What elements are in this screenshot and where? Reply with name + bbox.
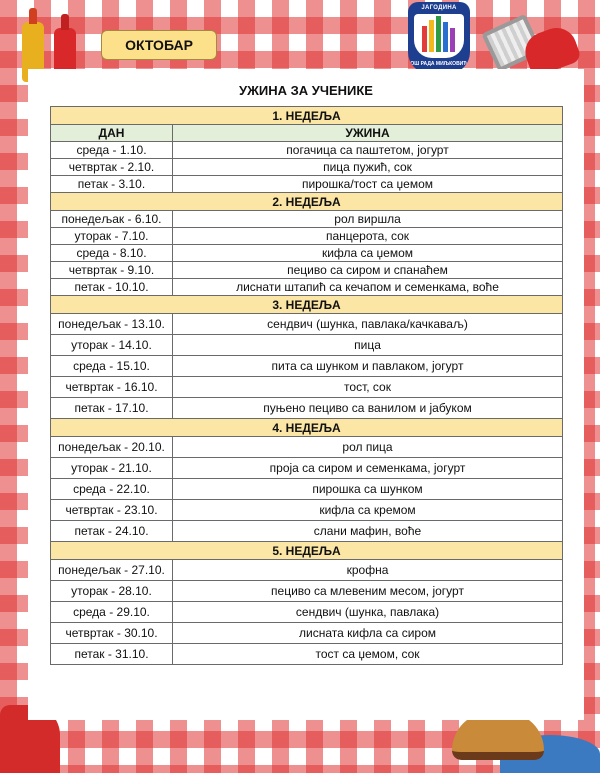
month-label: ОКТОБАР xyxy=(101,30,217,60)
meal-cell: кифла са џемом xyxy=(173,245,563,262)
table-row xyxy=(51,176,563,193)
column-header-row xyxy=(51,125,563,142)
week-header-row xyxy=(51,193,563,211)
meal-cell: рол виршла xyxy=(173,211,563,228)
week-header-row xyxy=(51,542,563,560)
table-row xyxy=(51,479,563,500)
page-title: УЖИНА ЗА УЧЕНИКЕ xyxy=(239,83,373,98)
table-row xyxy=(51,437,563,458)
meal-cell: лиснати штапић са кечапом и семенкама, воће xyxy=(173,279,563,296)
day-cell: среда - 1.10. xyxy=(51,142,173,159)
table-row xyxy=(51,602,563,623)
week-label: 1. НЕДЕЉА xyxy=(51,107,563,125)
meal-cell: лисната кифла са сиром xyxy=(173,623,563,644)
table-row xyxy=(51,623,563,644)
meal-cell: кифла са кремом xyxy=(173,500,563,521)
day-cell: уторак - 7.10. xyxy=(51,228,173,245)
day-cell: петак - 24.10. xyxy=(51,521,173,542)
table-row xyxy=(51,245,563,262)
meal-cell: тост, сок xyxy=(173,377,563,398)
day-cell: петак - 17.10. xyxy=(51,398,173,419)
day-cell: четвртак - 23.10. xyxy=(51,500,173,521)
day-cell: четвртак - 2.10. xyxy=(51,159,173,176)
meal-cell: пуњено пециво са ванилом и јабуком xyxy=(173,398,563,419)
menu-table xyxy=(50,106,563,665)
meal-cell: слани мафин, воће xyxy=(173,521,563,542)
table-row xyxy=(51,356,563,377)
column-header-day: ДАН xyxy=(51,125,173,142)
meal-cell: проја са сиром и семенкама, јогурт xyxy=(173,458,563,479)
day-cell: петак - 10.10. xyxy=(51,279,173,296)
pencils-icon xyxy=(414,14,464,58)
day-cell: понедељак - 6.10. xyxy=(51,211,173,228)
meal-cell: сендвич (шунка, павлака) xyxy=(173,602,563,623)
week-header-row xyxy=(51,296,563,314)
table-row xyxy=(51,398,563,419)
table-row xyxy=(51,500,563,521)
table-row xyxy=(51,521,563,542)
week-header-row xyxy=(51,419,563,437)
table-row xyxy=(51,581,563,602)
table-row xyxy=(51,262,563,279)
meal-cell: пица xyxy=(173,335,563,356)
meal-cell: сендвич (шунка, павлака/качкаваљ) xyxy=(173,314,563,335)
meal-cell: пита са шунком и павлаком, јогурт xyxy=(173,356,563,377)
day-cell: среда - 15.10. xyxy=(51,356,173,377)
meal-cell: погачица са паштетом, јогурт xyxy=(173,142,563,159)
meal-cell: рол пица xyxy=(173,437,563,458)
week-header-row xyxy=(51,107,563,125)
week-label: 3. НЕДЕЉА xyxy=(51,296,563,314)
meal-cell: панцерота, сок xyxy=(173,228,563,245)
table-row xyxy=(51,279,563,296)
day-cell: петак - 31.10. xyxy=(51,644,173,665)
meal-cell: тост са џемом, сок xyxy=(173,644,563,665)
meal-cell: пециво са сиром и спанаћем xyxy=(173,262,563,279)
table-row xyxy=(51,377,563,398)
table-row xyxy=(51,560,563,581)
day-cell: четвртак - 30.10. xyxy=(51,623,173,644)
day-cell: понедељак - 13.10. xyxy=(51,314,173,335)
week-label: 2. НЕДЕЉА xyxy=(51,193,563,211)
table-row xyxy=(51,314,563,335)
meal-cell: пециво са млевеним месом, јогурт xyxy=(173,581,563,602)
table-row xyxy=(51,159,563,176)
meal-cell: пирошка/тост са џемом xyxy=(173,176,563,193)
day-cell: среда - 29.10. xyxy=(51,602,173,623)
meal-cell: крофна xyxy=(173,560,563,581)
day-cell: петак - 3.10. xyxy=(51,176,173,193)
day-cell: четвртак - 9.10. xyxy=(51,262,173,279)
menu-card xyxy=(28,69,584,720)
table-row xyxy=(51,142,563,159)
logo-city-text: ЈАГОДИНА xyxy=(421,5,457,11)
day-cell: уторак - 14.10. xyxy=(51,335,173,356)
day-cell: уторак - 21.10. xyxy=(51,458,173,479)
table-row xyxy=(51,458,563,479)
day-cell: среда - 22.10. xyxy=(51,479,173,500)
meal-cell: пирошка са шунком xyxy=(173,479,563,500)
day-cell: среда - 8.10. xyxy=(51,245,173,262)
meal-cell: пица пужић, сок xyxy=(173,159,563,176)
day-cell: понедељак - 27.10. xyxy=(51,560,173,581)
table-row xyxy=(51,228,563,245)
table-row xyxy=(51,335,563,356)
day-cell: понедељак - 20.10. xyxy=(51,437,173,458)
table-row xyxy=(51,644,563,665)
day-cell: уторак - 28.10. xyxy=(51,581,173,602)
logo-school-text: ОШ РАДА МИЉКОВИЋ xyxy=(410,61,468,67)
week-label: 4. НЕДЕЉА xyxy=(51,419,563,437)
column-header-meal: УЖИНА xyxy=(173,125,563,142)
week-label: 5. НЕДЕЉА xyxy=(51,542,563,560)
table-row xyxy=(51,211,563,228)
school-logo xyxy=(408,2,470,74)
day-cell: четвртак - 16.10. xyxy=(51,377,173,398)
